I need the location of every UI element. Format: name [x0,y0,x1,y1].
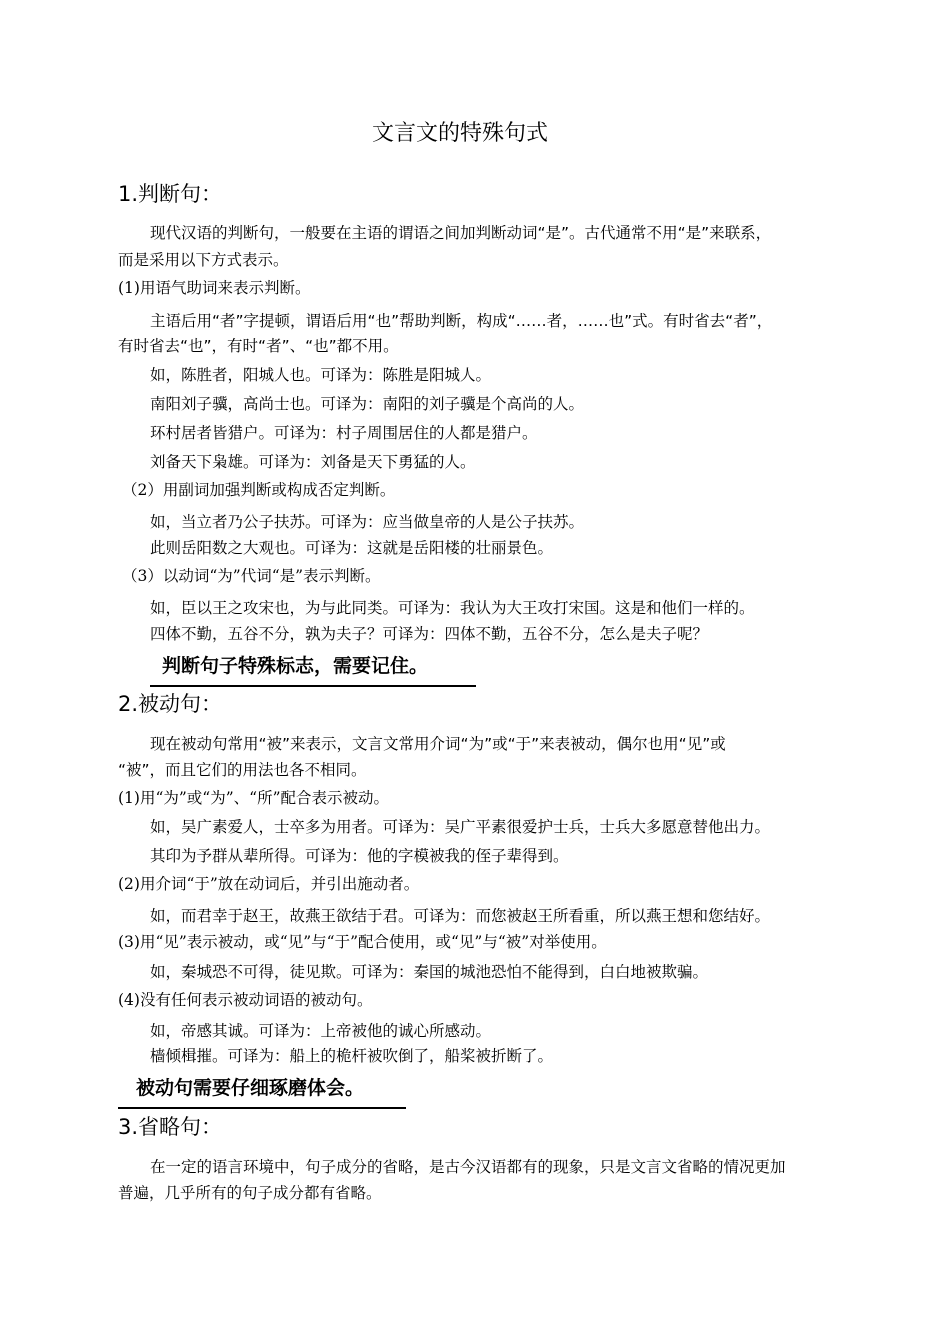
subsection-title: (1)用语气助词来表示判断。 [118,279,311,297]
example-line: 樯倾楫摧。可译为：船上的桅杆被吹倒了，船桨被折断了。 [150,1047,554,1065]
subsection-title: (4)没有任何表示被动词语的被动句。 [118,991,373,1009]
subsection-title: （3）以动词“为”代词“是”表示判断。 [122,567,381,585]
paragraph-line: 普遍，几乎所有的句子成分都有省略。 [118,1184,382,1202]
example-line: 四体不勤，五谷不分，孰为夫子？可译为：四体不勤，五谷不分，怎么是夫子呢？ [150,625,709,643]
example-line: 如，吴广素爱人，士卒多为用者。可译为：吴广平素很爱护士兵，士兵大多愿意替他出力。 [150,818,771,836]
example-line: 此则岳阳数之大观也。可译为：这就是岳阳楼的壮丽景色。 [150,539,554,557]
paragraph-line: 现代汉语的判断句，一般要在主语的谓语之间加判断动词“是”。古代通常不用“是”来联系， [150,224,772,242]
paragraph-line: 现在被动句常用“被”来表示，文言文常用介词“为”或“于”来表被动，偶尔也用“见”或 [150,735,726,753]
example-line: 如，臣以王之攻宋也，为与此同类。可译为：我认为大王攻打宋国。这是和他们一样的。 [150,599,755,617]
section-heading-judgment: 1.判断句： [118,182,223,206]
paragraph-line: 在一定的语言环境中，句子成分的省略，是古今汉语都有的现象，只是文言文省略的情况更加 [150,1158,786,1176]
paragraph-line: 而是采用以下方式表示。 [118,251,289,269]
paragraph-line: 主语后用“者”字提顿，谓语后用“也”帮助判断，构成“……者，……也”式。有时省去“者”， [150,312,773,330]
subsection-title: (3)用“见”表示被动，或“见”与“于”配合使用，或“见”与“被”对举使用。 [118,933,607,951]
subsection-title: (1)用“为”或“为”、“所”配合表示被动。 [118,789,390,807]
subsection-title: (2)用介词“于”放在动词后，并引出施动者。 [118,875,420,893]
paragraph-line: “被”，而且它们的用法也各不相同。 [118,761,367,779]
example-line: 刘备天下枭雄。可译为：刘备是天下勇猛的人。 [150,453,476,471]
example-line: 环村居者皆猎户。可译为：村子周围居住的人都是猎户。 [150,424,538,442]
note-underline [118,1107,406,1109]
paragraph-line: 有时省去“也”，有时“者”、“也”都不用。 [118,337,399,355]
section-heading-ellipsis: 3.省略句： [118,1115,223,1139]
example-line: 如，陈胜者，阳城人也。可译为：陈胜是阳城人。 [150,366,492,384]
example-line: 如，而君幸于赵王，故燕王欲结于君。可译为：而您被赵王所看重，所以燕王想和您结好。 [150,907,771,925]
note-underline [150,685,476,687]
example-line: 如，秦城恐不可得，徒见欺。可译为：秦国的城池恐怕不能得到，白白地被欺骗。 [150,963,709,981]
example-line: 南阳刘子骥，高尚士也。可译为：南阳的刘子骥是个高尚的人。 [150,395,585,413]
subsection-title: （2）用副词加强判断或构成否定判断。 [122,481,396,499]
page-title: 文言文的特殊句式 [372,121,549,146]
section-heading-passive: 2.被动句： [118,692,223,716]
key-note: 被动句需要仔细琢磨体会。 [136,1077,365,1099]
example-line: 如，帝感其诚。可译为：上帝被他的诚心所感动。 [150,1022,492,1040]
example-line: 其印为予群从辈所得。可译为：他的字模被我的侄子辈得到。 [150,847,569,865]
key-note: 判断句子特殊标志，需要记住。 [162,655,429,677]
example-line: 如，当立者乃公子扶苏。可译为：应当做皇帝的人是公子扶苏。 [150,513,585,531]
